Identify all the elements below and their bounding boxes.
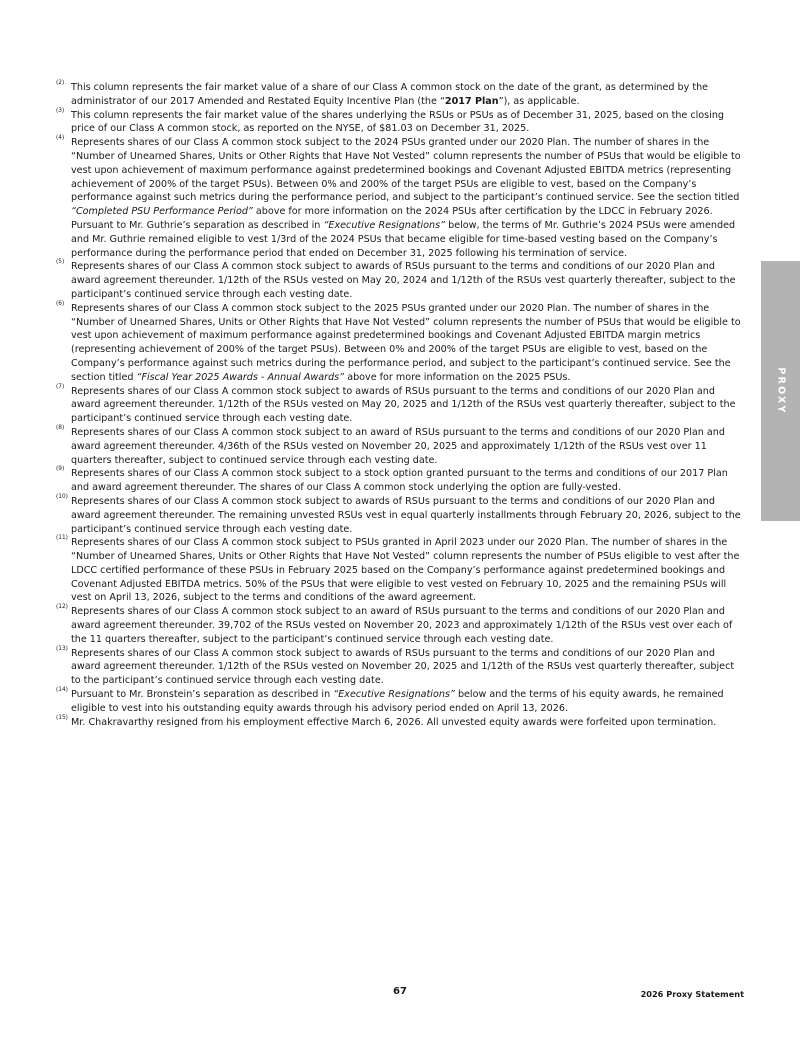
defined-term: 2017 Plan (444, 95, 499, 107)
footnote-text-segment: Represents shares of our Class A common stock subject to awards of RSUs pursuant to the terms and conditions of our 2020 Plan and award agreement thereunder. The remaining unvested RSUs vest in equal quarterly installments through February 20, 2026, subject to the participant’s continued service through each vesting date. (71, 495, 741, 535)
section-reference: “Fiscal Year 2025 Awards - Annual Awards” (136, 371, 345, 383)
footnote-text-segment: Represents shares of our Class A common stock subject to awards of RSUs pursuant to the terms and conditions of our 2020 Plan and award agreement thereunder. 1/12th of the RSUs vested on May 20, 2025 and 1/12th of the RSUs vest quarterly thereafter, subject to the participant’s continued service through each vesting date. (71, 385, 736, 425)
footnote-number: (7) (56, 383, 65, 390)
footnote-text (71, 386, 736, 425)
footnote-text-segment: Represents shares of our Class A common stock subject to a stock option granted pursuant to the terms and conditions of our 2017 Plan and award agreement thereunder. The shares of our Class A common stock underlying the option are fully-vested. (71, 468, 728, 494)
footnote-text-segment: Represents shares of our Class A common stock subject to PSUs granted in April 2023 under our 2020 Plan. The number of shares in the “Number of Unearned Shares, Units or Other Rights that Have Not Vested” column represents the number of PSUs eligible to vest after the LDCC certified performance of these PSUs in February 2025 based on the Company’s performance against predetermined bookings and Covenant Adjusted EBITDA metrics. 50% of the PSUs that were eligible to vest vested on February 10, 2025 and the remaining PSUs will vest on April 13, 2026, subject to the terms and conditions of the award agreement. (71, 537, 740, 604)
footnote (56, 81, 744, 109)
footnote-text-segment: Represents shares of our Class A common stock subject to an award of RSUs pursuant to the terms and conditions of our 2020 Plan and award agreement thereunder. 4/36th of the RSUs vested on November 20, 2025 and approximately 1/12th of the RSUs vest over 11 quarters thereafter, subject to continued service through each vesting date. (71, 426, 725, 466)
footnote (56, 536, 744, 605)
footnote-text-segment: Represents shares of our Class A common stock subject to the 2024 PSUs granted under our 2020 Plan. The number of shares in the “Number of Unearned Shares, Units or Other Rights that Have Not Vested” column represents the number of PSUs that would be eligible to vest upon achievement of maximum performance against predetermined bookings and Covenant Adjusted EBITDA metrics (representing achievement of 200% of the target PSUs). Between 0% and 200% of the target PSUs are eligible to vest, based on the Company’s performance against such metrics during the performance period, and subject to the participant’s continued service. See the section titled (71, 137, 741, 204)
footnote (56, 688, 744, 716)
footnote-text (71, 110, 724, 135)
footnote-number: (3) (56, 107, 65, 114)
footnote-number: (10) (56, 493, 68, 500)
document-title: 2026 Proxy Statement (640, 989, 744, 999)
footnote (56, 136, 744, 260)
footnote (56, 260, 744, 301)
footnote-text (71, 496, 741, 535)
footnote-text (71, 717, 716, 728)
footnote-number: (9) (56, 466, 65, 473)
footnote-text-segment: Represents shares of our Class A common stock subject to an award of RSUs pursuant to the terms and conditions of our 2020 Plan and award agreement thereunder. 39,702 of the RSUs vested on November 20, 2023 and approximately 1/12th of the RSUs vest over each of the 11 quarters thereafter, subject to the participant’s continued service through each vesting date. (71, 606, 733, 645)
footnote (56, 495, 744, 536)
footnote-text (71, 303, 741, 383)
section-tab-label: PROXY (775, 367, 786, 415)
footnote-number: (5) (56, 259, 65, 266)
footnote-text (71, 427, 725, 466)
footnote (56, 109, 744, 137)
section-reference: “Completed PSU Performance Period” (71, 206, 253, 218)
footnote-text (71, 261, 736, 300)
footnote-text (71, 537, 739, 603)
footnote-text-segment: This column represents the fair market value of the shares underlying the RSUs or PSUs as of December 31, 2025, based on the closing price of our Class A common stock, as reported on the NYSE, of $81.03 on December 31, 2025. (71, 109, 725, 135)
footnote-text (71, 648, 734, 687)
footnote (56, 716, 744, 730)
section-reference: “Executive Resignations” (333, 689, 455, 701)
footnote-text (71, 82, 708, 107)
footnote-number: (4) (56, 135, 65, 142)
footnote-text (71, 137, 741, 258)
footnote-number: (6) (56, 300, 65, 307)
footnote (56, 302, 744, 385)
footnote-number: (15) (56, 714, 68, 721)
footnote-text-segment: below, the terms of Mr. Guthrie’s 2024 PSUs were amended and Mr. Guthrie remained eligible to vest 1/3rd of the 2024 PSUs that became eligible for time-based vesting based on the Company’s performance during the performance period that ended on December 31, 2025 following his termination of service. (71, 219, 736, 259)
footnote (56, 605, 744, 646)
page-number: 67 (393, 986, 407, 997)
footnote (56, 647, 744, 688)
footnote-number: (8) (56, 424, 65, 431)
footnote-text (71, 606, 732, 645)
footnote-text-segment: ”), as applicable. (498, 95, 580, 107)
footnote (56, 385, 744, 426)
footnote-number: (11) (56, 535, 68, 542)
footnote-text-segment: Pursuant to Mr. Bronstein’s separation as described in (71, 689, 334, 701)
footnotes-list (56, 81, 744, 729)
footnote-number: (13) (56, 645, 68, 652)
footnote-text-segment: Represents shares of our Class A common stock subject to the 2025 PSUs granted under our 2020 Plan. The number of shares in the “Number of Unearned Shares, Units or Other Rights that Have Not Vested” column represents the number of PSUs that would be eligible to vest upon achievement of maximum performance against predetermined bookings and Covenant Adjusted EBITDA margin metrics (representing achievement of 200% of the target PSUs). Between 0% and 200% of the target PSUs are eligible to vest, based on the Company’s performance against such metrics during the performance period, and subject to the participant’s continued service. See the section titled (71, 302, 741, 383)
footnote-text-segment: above for more information on the 2024 PSUs after certification by the LDCC in February 2026. Pursuant to Mr. Guthrie’s separation as described in (71, 206, 713, 231)
footnote-text-segment: below and the terms of his equity awards, he remained eligible to vest into his outstanding equity awards through his advisory period ended on April 13, 2026. (71, 689, 724, 714)
footnote-text (71, 689, 724, 714)
section-reference: “Executive Resignations” (323, 219, 446, 231)
footnote-number: (2) (56, 80, 65, 86)
footnote-text-segment: Represents shares of our Class A common stock subject to awards of RSUs pursuant to the terms and conditions of our 2020 Plan and award agreement thereunder. 1/12th of the RSUs vested on November 20, 2025 and 1/12th of the RSUs vest quarterly thereafter, subject to the participant’s continued service through each vesting date. (71, 647, 735, 687)
footnote-text-segment: Represents shares of our Class A common stock subject to awards of RSUs pursuant to the terms and conditions of our 2020 Plan and award agreement thereunder. 1/12th of the RSUs vested on May 20, 2024 and 1/12th of the RSUs vest quarterly thereafter, subject to the participant’s continued service through each vesting date. (71, 261, 736, 300)
footnote-text-segment: above for more information on the 2025 PSUs. (344, 371, 571, 383)
footnote-text (71, 468, 728, 493)
footnote-number: (14) (56, 687, 68, 694)
footnote (56, 426, 744, 467)
section-tab (761, 261, 800, 521)
footnote-text-segment: Mr. Chakravarthy resigned from his employment effective March 6, 2026. All unvested equity awards were forfeited upon termination. (71, 716, 717, 728)
footnote-text-segment: This column represents the fair market value of a share of our Class A common stock on the date of the grant, as determined by the administrator of our 2017 Amended and Restated Equity Incentive Plan (the “ (71, 82, 709, 107)
footnote (56, 467, 744, 495)
footnote-number: (12) (56, 604, 68, 611)
